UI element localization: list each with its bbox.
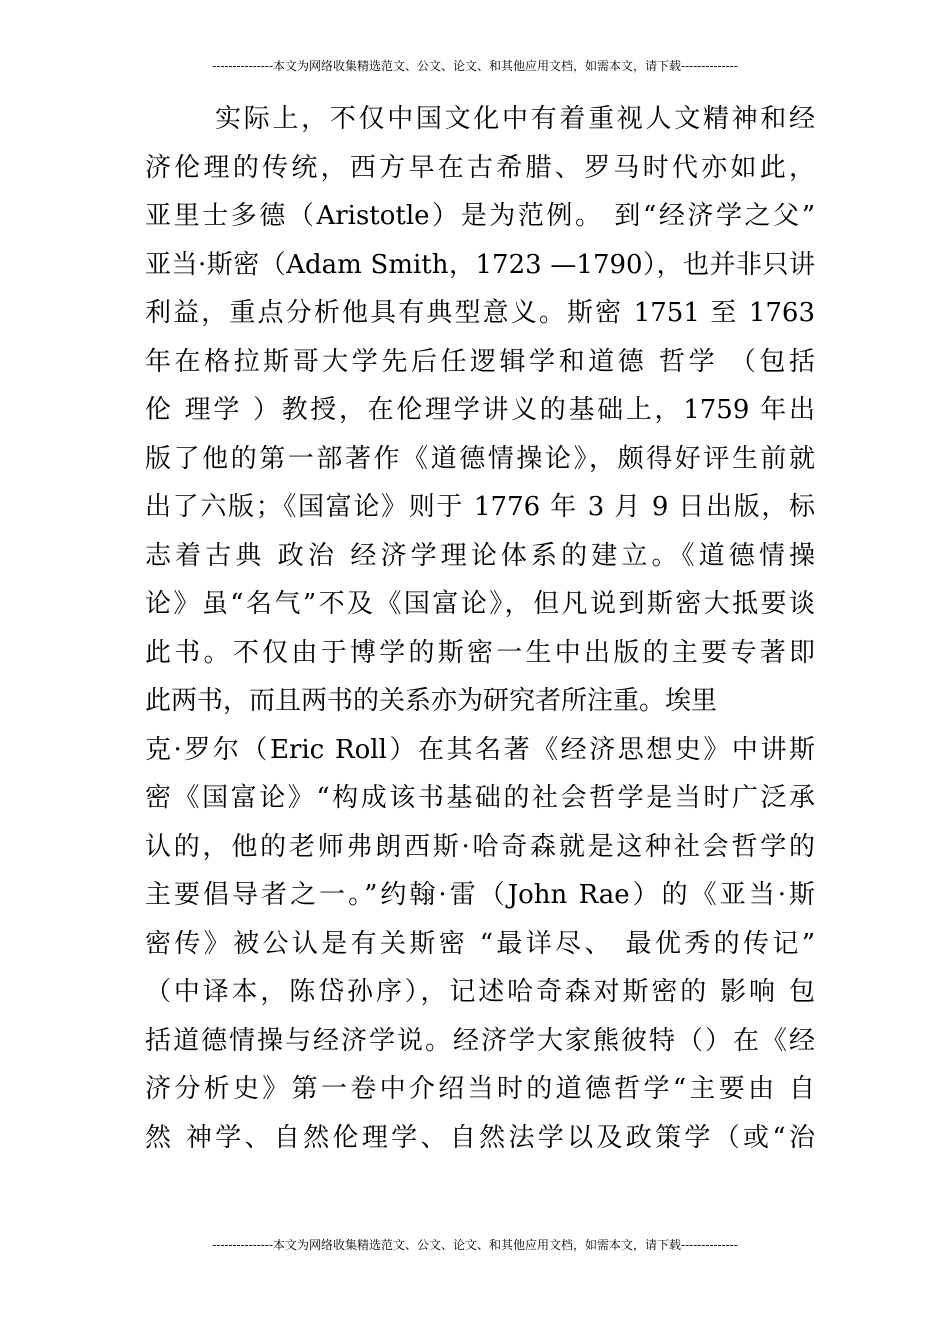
- body-line: 主要倡导者之一。”约翰·雷（John Rae）的《亚当·斯: [145, 880, 815, 910]
- body-line: 密《国富论》“构成该书基础的社会哲学是当时广泛承: [145, 783, 815, 813]
- body-line: 济伦理的传统，西方早在古希腊、罗马时代亦如此，: [145, 152, 815, 183]
- body-line: 亚当·斯密（Adam Smith，1723 —1790），也并非只讲: [145, 249, 815, 280]
- body-line: 利益，重点分析他具有典型意义。斯密 1751 至 1763: [145, 298, 815, 328]
- body-line: 实际上，不仅中国文化中有着重视人文精神和经: [215, 104, 815, 134]
- body-line: 密传》被公认是有关斯密 “最详尽、 最优秀的传记”: [145, 928, 815, 959]
- body-line: 认的，他的老师弗朗西斯·哈奇森就是这种社会哲学的: [145, 831, 815, 862]
- body-line: 论》虽“名气”不及《国富论》，但凡说到斯密大抵要谈: [145, 589, 815, 619]
- body-line: 克·罗尔（Eric Roll）在其名著《经济思想史》中讲斯: [145, 734, 815, 765]
- body-line: （中译本，陈岱孙序），记述哈奇森对斯密的 影响 包: [145, 977, 815, 1007]
- body-line: 出了六版；《国富论》则于 1776 年 3 月 9 日出版，标: [145, 492, 815, 522]
- document-body: [145, 95, 815, 1162]
- header-banner: ---------------本文为网络收集精选范文、公文、论文、和其他应用文档，如需本文，请下载--------------: [212, 59, 738, 73]
- footer-banner: ---------------本文为网络收集精选范文、公文、论文、和其他应用文档，如需本文，请下载--------------: [212, 1238, 738, 1252]
- body-line: 括道德情操与经济学说。经济学大家熊彼特（）在《经: [145, 1025, 815, 1056]
- body-line: 志着古典 政治 经济学理论体系的建立。《道德情操: [145, 540, 815, 571]
- body-line: 年在格拉斯哥大学先后任逻辑学和道德 哲学 （包括: [145, 346, 815, 377]
- body-line: 然 神学、自然伦理学、自然法学以及政策学（或“治: [145, 1122, 815, 1153]
- body-line: 此书。不仅由于博学的斯密一生中出版的主要专著即: [145, 637, 815, 668]
- body-line: 伦 理学 ）教授，在伦理学讲义的基础上，1759 年出: [145, 395, 815, 425]
- body-line: 亚里士多德（Aristotle）是为范例。 到“经济学之父”: [145, 201, 815, 231]
- body-line: 版了他的第一部著作《道德情操论》，颇得好评生前就: [145, 443, 815, 474]
- body-line: 此两书，而且两书的关系亦为研究者所注重。埃里: [145, 686, 718, 716]
- body-line: 济分析史》第一卷中介绍当时的道德哲学“主要由 自: [145, 1074, 815, 1104]
